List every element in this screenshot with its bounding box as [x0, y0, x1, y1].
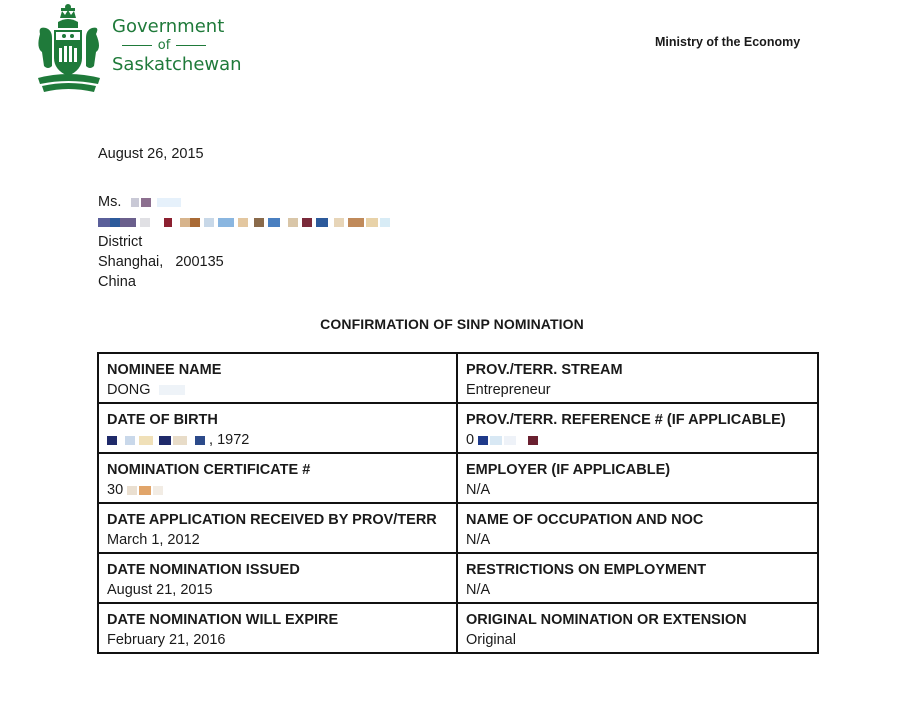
redacted-street: [98, 218, 390, 227]
address-salutation-line: [98, 192, 390, 212]
government-wordmark: [112, 16, 242, 75]
cell-label: DATE APPLICATION RECEIVED BY PROV/TERR: [107, 512, 437, 528]
wordmark-rule-right: [176, 45, 206, 46]
org-of-text: of: [157, 38, 171, 53]
table-cell-restrictions: [457, 553, 818, 603]
cell-value: N/A: [466, 482, 491, 498]
table-cell-date-received: [98, 503, 457, 553]
letter-date: August 26, 2015: [98, 146, 204, 162]
redacted-name: [131, 198, 181, 207]
cell-label: EMPLOYER (IF APPLICABLE): [466, 462, 671, 478]
redacted-reference: [478, 436, 538, 445]
table-row: [98, 403, 818, 453]
nomination-table: [97, 352, 819, 654]
document-title: CONFIRMATION OF SINP NOMINATION: [320, 316, 584, 332]
cell-label: NOMINATION CERTIFICATE #: [107, 462, 311, 478]
ministry-name: Ministry of the Economy: [655, 35, 801, 49]
cell-label: NAME OF OCCUPATION AND NOC: [466, 512, 704, 528]
table-cell-nominee-name: [98, 353, 457, 403]
redacted-birth-date: [107, 436, 205, 445]
cell-value: DONG: [107, 382, 151, 398]
cell-value: N/A: [466, 582, 491, 598]
cell-value: March 1, 2012: [107, 532, 200, 548]
cell-value: Entrepreneur: [466, 382, 551, 398]
table-row: [98, 553, 818, 603]
table-cell-date-expire: [98, 603, 457, 653]
cell-value-row: [466, 430, 809, 450]
cell-label: PROV./TERR. STREAM: [466, 362, 623, 378]
org-line-government: Government: [112, 16, 225, 37]
table-cell-certificate-number: [98, 453, 457, 503]
recipient-address: [98, 192, 390, 292]
cell-value: Original: [466, 632, 516, 648]
table-cell-reference-number: [457, 403, 818, 453]
cell-value: , 1972: [209, 432, 250, 448]
cell-label: DATE OF BIRTH: [107, 412, 218, 428]
table-cell-stream: [457, 353, 818, 403]
address-city: Shanghai,: [98, 254, 164, 270]
cell-value: N/A: [466, 532, 491, 548]
cell-label: PROV./TERR. REFERENCE # (IF APPLICABLE): [466, 412, 786, 428]
org-line-of: [112, 37, 216, 54]
table-cell-date-of-birth: [98, 403, 457, 453]
cell-value-row: [107, 480, 448, 500]
org-line-saskatchewan: Saskatchewan: [112, 54, 242, 75]
table-cell-date-issued: [98, 553, 457, 603]
cell-value: August 21, 2015: [107, 582, 213, 598]
cell-value-row: [107, 430, 448, 450]
table-cell-occupation: [457, 503, 818, 553]
cell-label: DATE NOMINATION ISSUED: [107, 562, 300, 578]
cell-label: RESTRICTIONS ON EMPLOYMENT: [466, 562, 707, 578]
redacted-given-name: [159, 385, 185, 395]
address-street-line-redacted: [98, 212, 390, 232]
table-row: [98, 603, 818, 653]
wordmark-rule-left: [122, 45, 152, 46]
redacted-certificate: [127, 486, 163, 495]
cell-value: 0: [466, 432, 475, 448]
cell-label: ORIGINAL NOMINATION OR EXTENSION: [466, 612, 747, 628]
table-row: [98, 503, 818, 553]
government-logo: [34, 4, 242, 96]
cell-label: NOMINEE NAME: [107, 362, 222, 378]
cell-label: DATE NOMINATION WILL EXPIRE: [107, 612, 339, 628]
table-row: [98, 453, 818, 503]
cell-value: February 21, 2016: [107, 632, 226, 648]
saskatchewan-crest-icon: [34, 4, 104, 94]
table-cell-original-or-extension: [457, 603, 818, 653]
address-city-line: [98, 252, 390, 272]
cell-value-row: [107, 380, 448, 400]
table-row: [98, 353, 818, 403]
cell-value: 30: [107, 482, 124, 498]
salutation: Ms.: [98, 194, 122, 210]
address-district: District: [98, 234, 143, 250]
address-country: China: [98, 274, 136, 290]
address-postal-code: 200135: [175, 254, 224, 270]
table-cell-employer: [457, 453, 818, 503]
